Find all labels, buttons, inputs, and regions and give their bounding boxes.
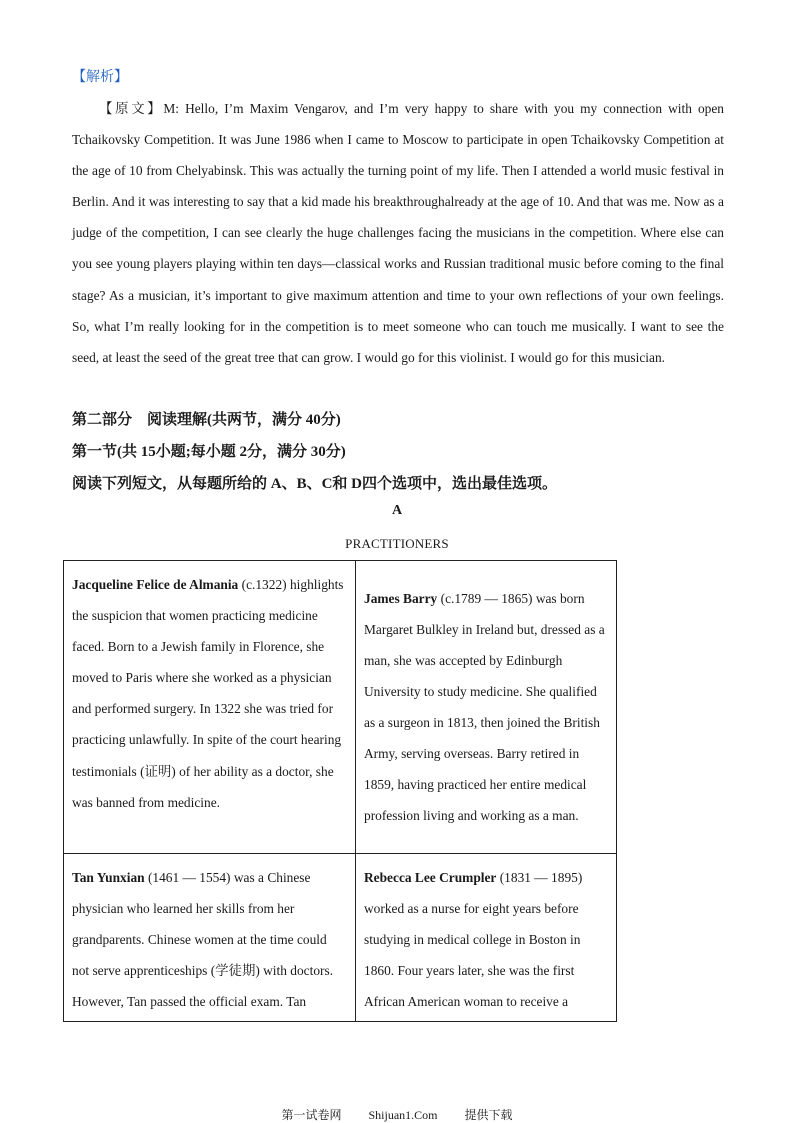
- practitioner-name: Rebecca Lee Crumpler: [364, 870, 497, 885]
- practitioners-table: [63, 560, 617, 1022]
- footer-site-cn: 第一试卷网: [281, 1108, 342, 1122]
- reading-instruction: 阅读下列短文，从每题所给的 A、B、C和 D四个选项中，选出最佳选项。: [72, 476, 558, 492]
- cell-almania: [64, 561, 356, 854]
- table-row: [64, 854, 617, 1022]
- cell-barry: [356, 561, 617, 854]
- practitioner-bio: (c.1789 — 1865) was born Margaret Bulkley in Ireland but, dressed as a man, she was accepted by Edinburgh University to study medicine. She qualified as a surgeon in 1813, then joined the British Army, serving overseas. Barry retired in 1859, having practiced her entire medical profession living and working as a man.: [364, 590, 605, 824]
- analysis-label: 【解析】: [72, 70, 128, 85]
- practitioner-bio: (1461 — 1554) was a Chinese physician who learned her skills from her grandparents. Chinese women at the time could not serve apprenticeships (学徒期) with doctors. However, Tan passed the official exam. Tan: [72, 870, 334, 1010]
- part-two-heading: 第二部分 阅读理解(共两节，满分 40分): [72, 412, 341, 428]
- practitioner-name: James Barry: [364, 590, 438, 606]
- footer-note: 提供下载: [464, 1108, 513, 1122]
- original-transcript: [72, 93, 724, 373]
- passage-title: PRACTITIONERS: [345, 536, 449, 551]
- cell-tan: [64, 854, 356, 1022]
- passage-letter: A: [391, 503, 403, 518]
- practitioner-name: Tan Yunxian: [72, 870, 145, 885]
- practitioner-name: Jacqueline Felice de Almania: [72, 577, 239, 592]
- cell-crumpler: [356, 854, 617, 1022]
- section-one-heading: 第一节(共 15小题;每小题 2分，满分 30分): [72, 444, 346, 460]
- practitioner-bio: (1831 — 1895) worked as a nurse for eight years before studying in medical college in Boston in 1860. Four years later, she was the first African American woman to receive a: [364, 870, 583, 1010]
- original-tag: 【原文】: [99, 101, 164, 116]
- practitioner-bio: (c.1322) highlights the suspicion that women practicing medicine faced. Born to a Jewish family in Florence, she moved to Paris where she worked as a physician and performed surgery. In 1322 she was tried for practicing unlawfully. In spite of the court hearing testimonials (证明) of her ability as a doctor, she was banned from medicine.: [72, 577, 344, 810]
- original-transcript-text: M: Hello, I’m Maxim Vengarov, and I’m very happy to share with you my connection with open Tchaikovsky Competition. It was June 1986 when I came to Moscow to participate in open Tchaikovsky Competition at the age of 10 from Chelyabinsk. This was actually the turning point of my life. Then I attended a world music festival in Berlin. And it was interesting to say that a kid made his breakthroughalready at the age of 10. And that was me. Now as a judge of the competition, I can see clearly the huge challenges facing the musicians in the competition. Where else can you see young players playing within ten days—classical works and Russian traditional music before coming to the final stage? As a musician, it’s important to give maximum attention and time to your own reflections of your own feelings. So, what I’m really looking for in the competition is to meet someone who can touch me musically. I want to see the seed, at least the seed of the great tree that can grow. I would go for this violinist. I would go for this musician.: [72, 101, 724, 365]
- page-footer: [0, 1106, 794, 1123]
- footer-site-en: Shijuan1.Com: [368, 1108, 438, 1122]
- table-row: [64, 561, 617, 854]
